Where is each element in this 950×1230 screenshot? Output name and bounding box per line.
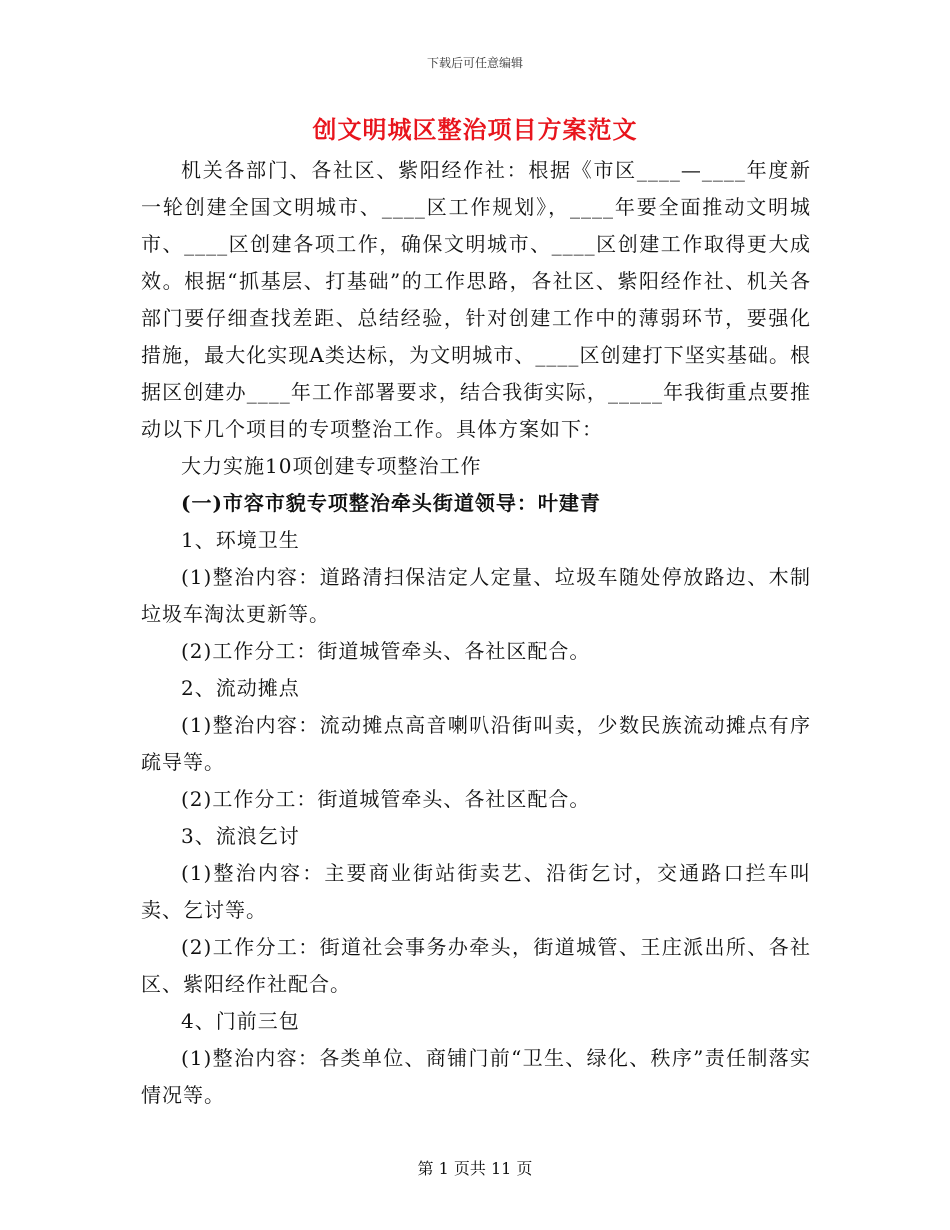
page-footer: 第 1 页共 11 页	[417, 1159, 533, 1178]
header-note: 下载后可任意编辑	[426, 56, 523, 70]
document-title: 创文明城区整治项目方案范文	[312, 115, 638, 144]
item-content: (1)整治内容：流动摊点高音喇叭沿街叫卖，少数民族流动摊点有序疏导等。	[141, 713, 811, 774]
item-content: (1)整治内容：各类单位、商铺门前“卫生、绿化、秩序”责任制落实情况等。	[141, 1046, 811, 1107]
item-heading: 3、流浪乞讨	[181, 824, 300, 848]
item-content: (1)整治内容：主要商业街站街卖艺、沿街乞讨，交通路口拦车叫卖、乞讨等。	[141, 861, 811, 922]
document-body	[141, 152, 811, 1114]
item-division: (2)工作分工：街道城管牵头、各社区配合。	[181, 787, 591, 811]
intro-paragraph: 机关各部门、各社区、紫阳经作社：根据《市区____—____年度新一轮创建全国文明城市、____区工作规划》，____年要全面推动文明城市、____区创建各项工作，确保文明城市、____区创建工作取得更大成效。根据“抓基层、打基础”的工作思路，各社区、紫阳经作社、机关各部门要仔细查找差距、总结经验，针对创建工作中的薄弱环节，要强化措施，最大化实现A类达标，为文明城市、____区创建打下坚实基础。根据区创建办____年工作部署要求，结合我街实际，_____年我街重点要推动以下几个项目的专项整治工作。具体方案如下：	[141, 158, 811, 441]
section-heading: (一)市容市貌专项整治牵头街道领导：叶建青	[181, 491, 601, 515]
item-content: (1)整治内容：道路清扫保洁定人定量、垃圾车随处停放路边、木制垃圾车淘汰更新等。	[141, 565, 811, 626]
item-heading: 2、流动摊点	[181, 676, 300, 700]
section-intro: 大力实施10项创建专项整治工作	[181, 454, 482, 478]
item-heading: 4、门前三包	[181, 1009, 300, 1033]
item-division: (2)工作分工：街道社会事务办牵头，街道城管、王庄派出所、各社区、紫阳经作社配合。	[141, 935, 811, 996]
item-division: (2)工作分工：街道城管牵头、各社区配合。	[181, 639, 591, 663]
item-heading: 1、环境卫生	[181, 528, 300, 552]
